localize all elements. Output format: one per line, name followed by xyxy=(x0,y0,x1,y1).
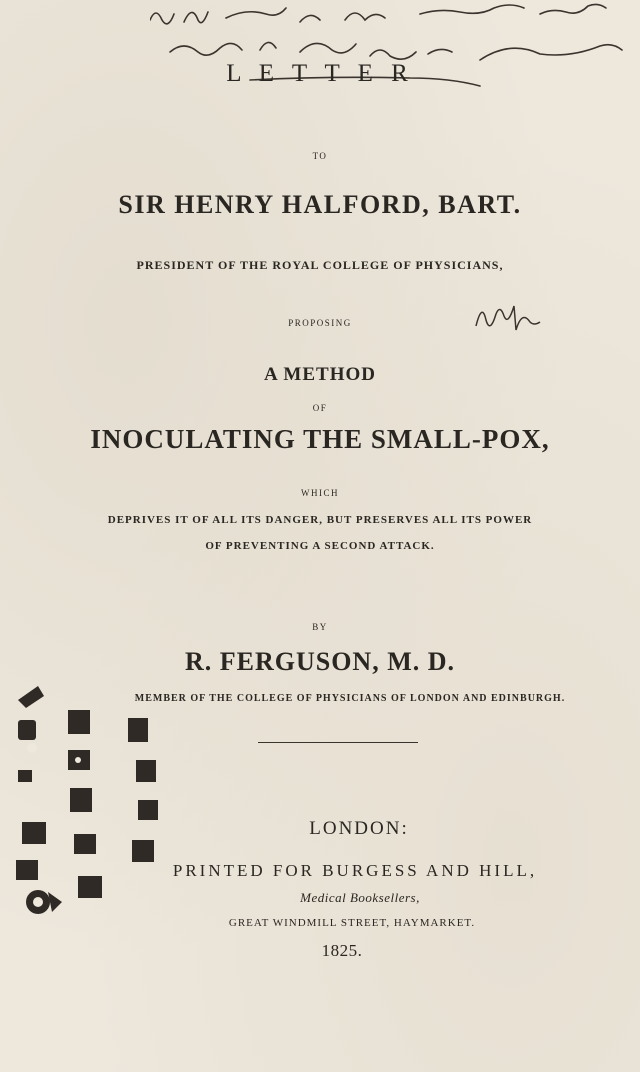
letter-heading: L E T T E R xyxy=(226,60,414,87)
of-label: OF xyxy=(312,403,328,413)
which-label: WHICH xyxy=(301,488,339,498)
addressee-name: SIR HENRY HALFORD, BART. xyxy=(118,190,522,219)
publication-year: 1825. xyxy=(321,941,363,960)
to-label: TO xyxy=(312,151,328,161)
signature-scribble xyxy=(470,298,550,334)
author-affiliation: MEMBER OF THE COLLEGE OF PHYSICIANS OF LONDON AND EDINBURGH. xyxy=(134,693,566,704)
publisher-address: GREAT WINDMILL STREET, HAYMARKET. xyxy=(228,917,476,929)
description-line-2: OF PREVENTING A SECOND ATTACK. xyxy=(205,540,435,552)
method-heading: A METHOD xyxy=(264,364,376,385)
booksellers-line: Medical Booksellers, xyxy=(300,890,420,905)
by-label: BY xyxy=(312,622,328,632)
publication-place: LONDON: xyxy=(309,818,409,839)
addressee-title: PRESIDENT OF THE ROYAL COLLEGE OF PHYSICIANS, xyxy=(136,258,504,272)
subject-heading: INOCULATING THE SMALL-POX, xyxy=(90,424,550,454)
proposing-label: PROPOSING xyxy=(288,318,352,328)
description-line-1: DEPRIVES IT OF ALL ITS DANGER, BUT PRESERVES ALL ITS POWER xyxy=(107,514,533,526)
divider-rule xyxy=(258,742,418,743)
printer-line: PRINTED FOR BURGESS AND HILL, xyxy=(172,861,538,880)
author-name: R. FERGUSON, M. D. xyxy=(184,647,456,676)
